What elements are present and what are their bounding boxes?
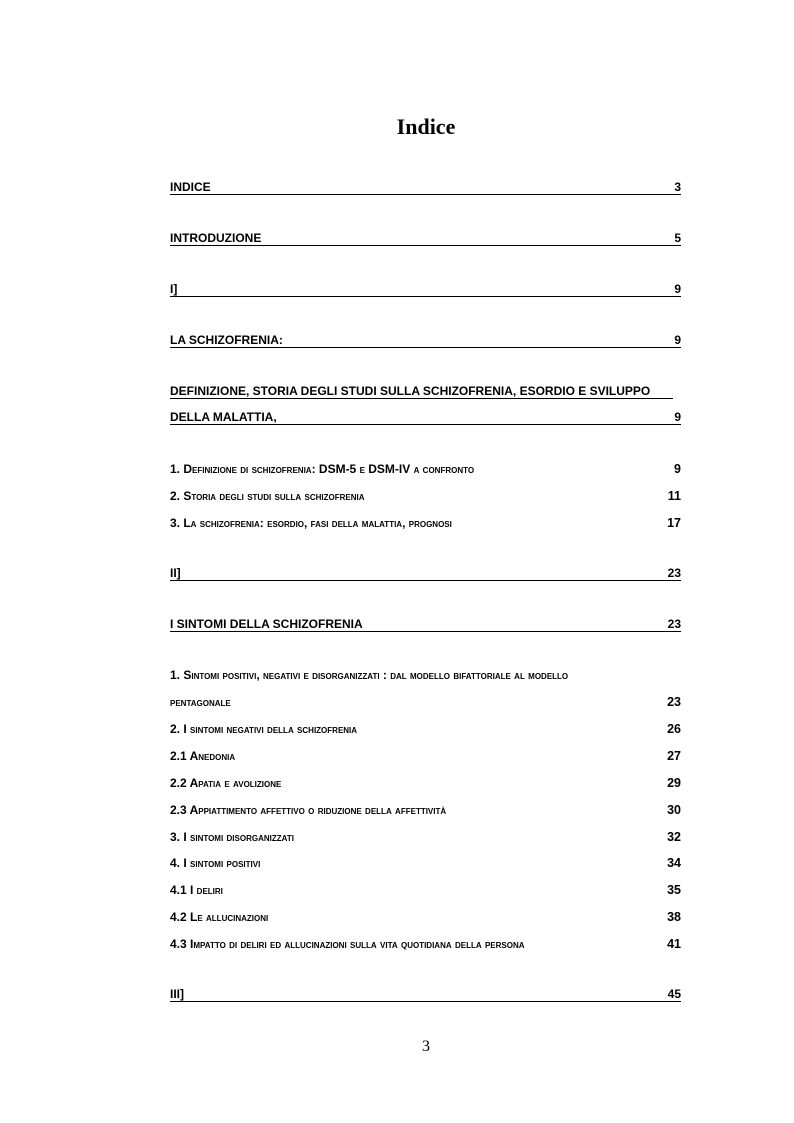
toc-entry-label: 1. Definizione di schizofrenia: DSM-5 e DSM-IV a confronto <box>170 462 475 476</box>
toc-entry-label: 2.1 Anedonia <box>170 749 236 763</box>
toc-entry-label: LA SCHIZOFRENIA: <box>170 333 283 347</box>
toc-entry[interactable] <box>170 231 681 246</box>
toc-entry-page: 35 <box>667 883 681 897</box>
toc-entry[interactable] <box>170 883 681 897</box>
toc-entry-page: 27 <box>667 749 681 763</box>
toc-entry[interactable] <box>170 668 681 682</box>
toc-entry-label: DEFINIZIONE, STORIA DEGLI STUDI SULLA SCHIZOFRENIA, ESORDIO E SVILUPPO <box>170 384 673 399</box>
toc-entry[interactable] <box>170 695 681 709</box>
toc-entry-page: 17 <box>667 516 681 530</box>
toc-entry-page: 32 <box>667 830 681 844</box>
toc-entry-label: pentagonale <box>170 695 231 709</box>
toc-entry-label: 4.1 I deliri <box>170 883 223 897</box>
page-title: Indice <box>396 114 456 139</box>
toc-entry-label: 4.3 Impatto di deliri ed allucinazioni sulla vita quotidiana della persona <box>170 937 525 951</box>
toc-entry[interactable] <box>170 617 681 632</box>
toc-entry[interactable] <box>170 830 681 844</box>
toc-entry-label: 2.2 Apatia e avolizione <box>170 776 282 790</box>
toc-entry[interactable] <box>170 910 681 924</box>
toc-entry[interactable] <box>170 282 681 297</box>
toc-entry-page: 23 <box>667 617 681 631</box>
toc-entry-page: 23 <box>667 695 681 709</box>
toc-entry[interactable] <box>170 987 681 1002</box>
toc-entry-page: 3 <box>674 180 681 194</box>
toc-entry[interactable] <box>170 937 681 951</box>
toc-entry[interactable] <box>170 384 681 399</box>
toc-entry-label: I SINTOMI DELLA SCHIZOFRENIA <box>170 617 363 631</box>
toc-entry-label: 2. I sintomi negativi della schizofrenia <box>170 722 358 736</box>
toc-entry-label: II] <box>170 566 181 580</box>
toc-entry-label: 4.2 Le allucinazioni <box>170 910 269 924</box>
toc-entry[interactable] <box>170 749 681 763</box>
toc-entry-label: I] <box>170 282 178 296</box>
toc-entry-label: 2. Storia degli studi sulla schizofrenia <box>170 489 365 503</box>
toc-entry-label: 1. Sintomi positivi, negativi e disorganizzati : dal modello bifattoriale al modello <box>170 668 569 682</box>
page-number: 3 <box>422 1038 430 1055</box>
toc-entry[interactable] <box>170 489 681 503</box>
toc-entry[interactable] <box>170 462 681 476</box>
toc-entry[interactable] <box>170 856 681 870</box>
toc-entry[interactable] <box>170 803 681 817</box>
toc-entry-page: 38 <box>667 910 681 924</box>
toc-entry-label: III] <box>170 987 184 1001</box>
toc-entry-label: 2.3 Appiattimento affettivo o riduzione della affettività <box>170 803 447 817</box>
toc-entry-page: 29 <box>667 776 681 790</box>
toc-entry[interactable] <box>170 722 681 736</box>
toc-entry-page: 5 <box>674 231 681 245</box>
toc-entry-page: 9 <box>674 282 681 296</box>
toc-entry-label: DELLA MALATTIA, <box>170 410 277 424</box>
toc-entry-page: 34 <box>667 856 681 870</box>
toc-entry-page: 30 <box>667 803 681 817</box>
toc-entry-page: 11 <box>667 489 681 503</box>
toc-entry-page: 9 <box>674 333 681 347</box>
toc-entry-page: 23 <box>667 566 681 580</box>
toc-entry-label: 3. I sintomi disorganizzati <box>170 830 294 844</box>
toc-entry-label: 3. La schizofrenia: esordio, fasi della malattia, prognosi <box>170 516 452 530</box>
toc-entry-label: INTRODUZIONE <box>170 231 262 245</box>
toc-entry[interactable] <box>170 410 681 425</box>
toc-entry-page: 9 <box>674 462 681 476</box>
toc-entry-page: 45 <box>667 987 681 1001</box>
toc-entry[interactable] <box>170 516 681 530</box>
toc-entry-label: INDICE <box>170 180 211 194</box>
toc-entry-label: 4. I sintomi positivi <box>170 856 261 870</box>
toc-entry[interactable] <box>170 776 681 790</box>
toc-entry[interactable] <box>170 180 681 195</box>
toc-entry-page: 9 <box>674 410 681 424</box>
toc-entry[interactable] <box>170 333 681 348</box>
toc-entry-page: 41 <box>667 937 681 951</box>
toc-entry[interactable] <box>170 566 681 581</box>
toc-entry-page: 26 <box>667 722 681 736</box>
